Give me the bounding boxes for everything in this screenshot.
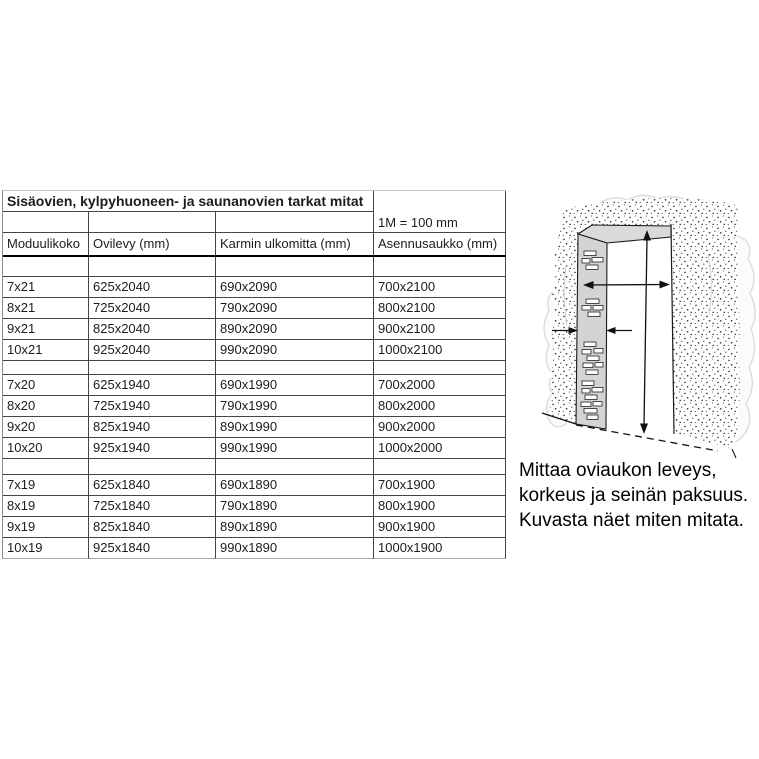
table-cell <box>89 361 216 375</box>
table-row <box>3 475 506 496</box>
table-cell: 7x20 <box>3 375 89 396</box>
table-cell: 890x1990 <box>216 417 374 438</box>
door-opening-measurement-diagram <box>540 193 759 461</box>
table-cell: 790x1890 <box>216 496 374 517</box>
table-cell: 825x2040 <box>89 319 216 340</box>
table-cell <box>89 257 216 277</box>
table-title-spacer <box>374 191 506 212</box>
separator-row <box>3 257 506 277</box>
table-cell: 900x2100 <box>374 319 506 340</box>
table-cell: 690x1890 <box>216 475 374 496</box>
table-cell: 900x2000 <box>374 417 506 438</box>
table-row <box>3 298 506 319</box>
table-cell <box>216 361 374 375</box>
table-cell: 825x1840 <box>89 517 216 538</box>
table-cell: 8x20 <box>3 396 89 417</box>
table-row <box>3 417 506 438</box>
table-row <box>3 538 506 559</box>
table-body <box>3 257 506 559</box>
table-cell <box>3 361 89 375</box>
unit-note-row <box>3 212 506 233</box>
table-cell: 890x2090 <box>216 319 374 340</box>
door-size-table <box>2 190 506 559</box>
table-cell: 725x2040 <box>89 298 216 319</box>
table-row <box>3 517 506 538</box>
table-cell: 9x20 <box>3 417 89 438</box>
table-cell <box>3 459 89 475</box>
table-cell: 625x2040 <box>89 277 216 298</box>
height-arrow <box>640 230 651 434</box>
table-cell: 10x21 <box>3 340 89 361</box>
table-cell: 790x2090 <box>216 298 374 319</box>
table-header-row <box>3 233 506 257</box>
table-cell: 8x21 <box>3 298 89 319</box>
table-row <box>3 319 506 340</box>
table-cell: 7x21 <box>3 277 89 298</box>
column-header-asennusaukko: Asennusaukko (mm) <box>374 233 506 257</box>
wall-bottom-corner <box>732 449 736 458</box>
table-cell: 1000x2000 <box>374 438 506 459</box>
table-cell: 900x1900 <box>374 517 506 538</box>
table-cell: 925x2040 <box>89 340 216 361</box>
column-header-moduulikoko: Moduulikoko <box>3 233 89 257</box>
table-cell: 790x1990 <box>216 396 374 417</box>
table-cell <box>89 459 216 475</box>
table-cell: 1000x2100 <box>374 340 506 361</box>
unit-note: 1M = 100 mm <box>374 212 506 233</box>
table-cell: 9x19 <box>3 517 89 538</box>
table-cell: 725x1940 <box>89 396 216 417</box>
table-cell: 10x19 <box>3 538 89 559</box>
table-title-row <box>3 191 506 212</box>
column-header-karmin-ulkomitta: Karmin ulkomitta (mm) <box>216 233 374 257</box>
caption-line: Mittaa oviaukon leveys, <box>519 460 717 481</box>
table-cell: 7x19 <box>3 475 89 496</box>
table-cell: 725x1840 <box>89 496 216 517</box>
table-cell: 9x21 <box>3 319 89 340</box>
table-cell <box>216 257 374 277</box>
caption-line: Kuvasta näet miten mitata. <box>519 510 744 531</box>
table-cell: 925x1940 <box>89 438 216 459</box>
table-cell: 625x1840 <box>89 475 216 496</box>
table-cell: 1000x1900 <box>374 538 506 559</box>
table-cell: 800x1900 <box>374 496 506 517</box>
table-cell: 990x1890 <box>216 538 374 559</box>
table-cell: 8x19 <box>3 496 89 517</box>
table-row <box>3 496 506 517</box>
table-row <box>3 340 506 361</box>
table-cell: 700x2000 <box>374 375 506 396</box>
table-title: Sisäovien, kylpyhuoneen- ja saunanovien tarkat mitat <box>3 191 374 212</box>
table-cell: 690x2090 <box>216 277 374 298</box>
table-cell: 690x1990 <box>216 375 374 396</box>
table-cell <box>374 257 506 277</box>
table-cell <box>374 361 506 375</box>
table-row <box>3 277 506 298</box>
table-cell: 700x2100 <box>374 277 506 298</box>
table-cell: 890x1890 <box>216 517 374 538</box>
table-cell <box>374 459 506 475</box>
column-header-ovilevy: Ovilevy (mm) <box>89 233 216 257</box>
table-cell: 10x20 <box>3 438 89 459</box>
separator-row <box>3 361 506 375</box>
table-cell: 825x1940 <box>89 417 216 438</box>
table-cell: 990x1990 <box>216 438 374 459</box>
table-cell <box>3 257 89 277</box>
measuring-instructions <box>519 458 757 533</box>
table-row <box>3 396 506 417</box>
table-row <box>3 375 506 396</box>
table-cell <box>89 212 216 233</box>
table-cell: 990x2090 <box>216 340 374 361</box>
table-cell <box>216 459 374 475</box>
table-cell: 925x1840 <box>89 538 216 559</box>
table-row <box>3 438 506 459</box>
table-cell: 625x1940 <box>89 375 216 396</box>
table-cell <box>216 212 374 233</box>
table-cell <box>3 212 89 233</box>
table-cell: 800x2100 <box>374 298 506 319</box>
separator-row <box>3 459 506 475</box>
caption-line: korkeus ja seinän paksuus. <box>519 485 749 506</box>
table-cell: 800x2000 <box>374 396 506 417</box>
table-cell: 700x1900 <box>374 475 506 496</box>
